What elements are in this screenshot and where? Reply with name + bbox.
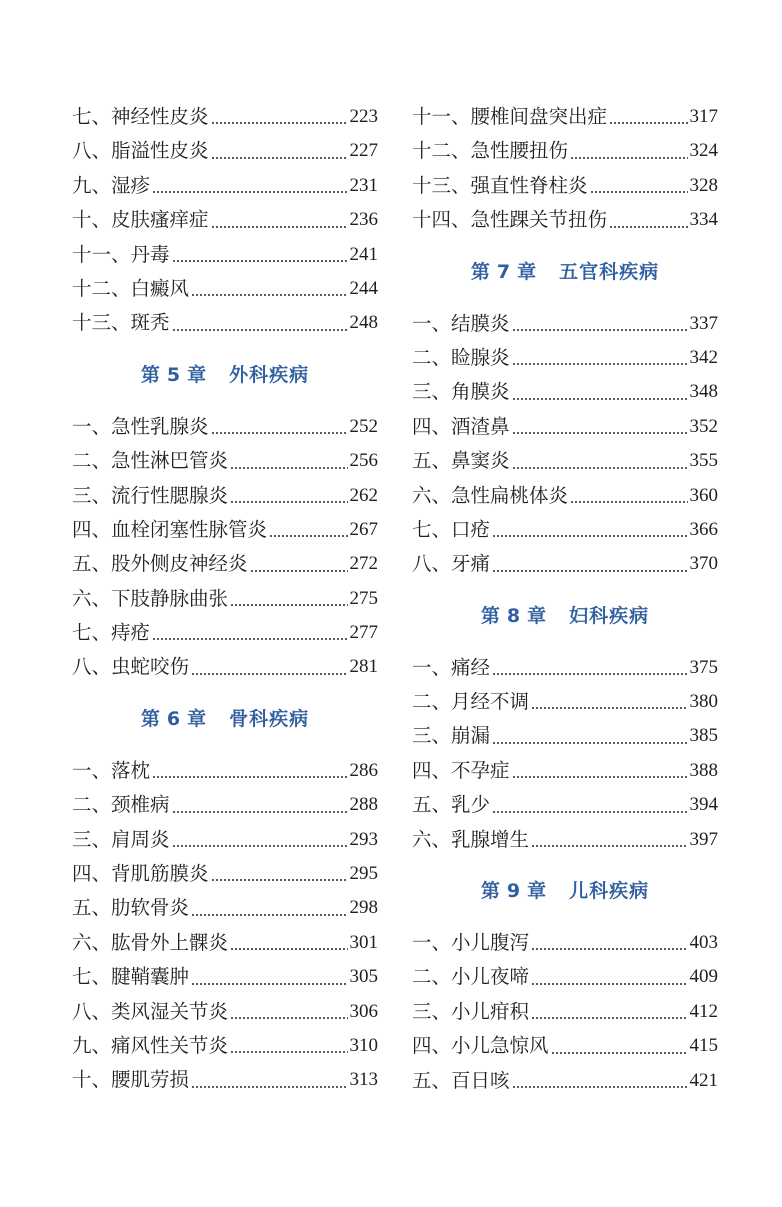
chapter-heading-8[interactable] <box>412 582 718 651</box>
entry-title: 十、腰肌劳损 <box>72 1068 190 1092</box>
entry-page-number: 421 <box>689 1069 718 1091</box>
dot-leader <box>512 355 688 366</box>
toc-entry[interactable] <box>72 513 378 547</box>
chapter-heading-6[interactable] <box>72 685 378 754</box>
toc-entry[interactable] <box>412 341 718 375</box>
dot-leader <box>531 837 687 848</box>
entry-title: 五、乳少 <box>412 793 491 817</box>
dot-leader <box>230 940 347 951</box>
dot-leader <box>590 183 688 194</box>
chapter-title: 儿科疾病 <box>569 880 650 903</box>
entry-page-number: 248 <box>349 312 378 334</box>
entry-page-number: 313 <box>349 1069 378 1091</box>
toc-entry[interactable] <box>72 582 378 616</box>
entry-page-number: 310 <box>349 1034 378 1056</box>
entry-title: 十三、斑秃 <box>72 311 170 335</box>
entry-page-number: 281 <box>349 656 378 678</box>
dot-leader <box>531 699 687 710</box>
toc-entry[interactable] <box>412 788 718 822</box>
chapter-title: 妇科疾病 <box>569 604 650 627</box>
entry-title: 十三、强直性脊柱炎 <box>412 173 588 197</box>
dot-leader <box>191 906 347 917</box>
entry-page-number: 295 <box>349 863 378 885</box>
entry-page-number: 223 <box>349 105 378 127</box>
entry-title: 六、下肢静脉曲张 <box>72 586 229 610</box>
dot-leader <box>250 562 348 573</box>
entry-group <box>412 100 718 238</box>
entry-title: 一、落枕 <box>72 758 151 782</box>
toc-entry[interactable] <box>72 100 378 134</box>
dot-leader <box>211 871 348 882</box>
entry-page-number: 352 <box>689 415 718 437</box>
toc-entry[interactable] <box>72 1063 378 1097</box>
entry-page-number: 256 <box>349 450 378 472</box>
entry-page-number: 298 <box>349 897 378 919</box>
toc-entry[interactable] <box>72 823 378 857</box>
entry-page-number: 334 <box>689 209 718 231</box>
entry-title: 二、小儿夜啼 <box>412 965 530 989</box>
toc-entry[interactable] <box>72 788 378 822</box>
dot-leader <box>512 459 688 470</box>
entry-title: 五、鼻窦炎 <box>412 449 510 473</box>
dot-leader <box>512 424 688 435</box>
entry-title: 七、痔疮 <box>72 621 151 645</box>
entry-group <box>412 307 718 582</box>
toc-entry[interactable] <box>72 272 378 306</box>
entry-page-number: 380 <box>689 691 718 713</box>
entry-title: 八、牙痛 <box>412 552 491 576</box>
dot-leader <box>152 768 347 779</box>
chapter-suffix: 章 <box>187 363 208 386</box>
entry-group <box>412 926 718 1098</box>
toc-entry[interactable] <box>72 479 378 513</box>
dot-leader <box>230 1009 347 1020</box>
entry-group <box>72 754 378 1098</box>
dot-leader <box>531 1009 687 1020</box>
toc-entry[interactable] <box>412 169 718 203</box>
entry-title: 四、不孕症 <box>412 758 510 782</box>
entry-title: 五、肋软骨炎 <box>72 896 190 920</box>
toc-entry[interactable] <box>412 1029 718 1063</box>
toc-column-left <box>72 100 378 1098</box>
entry-page-number: 227 <box>349 140 378 162</box>
entry-title: 八、虫蛇咬伤 <box>72 655 190 679</box>
entry-page-number: 236 <box>349 209 378 231</box>
entry-title: 八、类风湿关节炎 <box>72 999 229 1023</box>
entry-title: 四、酒渣鼻 <box>412 414 510 438</box>
toc-entry[interactable] <box>72 650 378 684</box>
toc-entry[interactable] <box>72 410 378 444</box>
entry-title: 五、股外侧皮神经炎 <box>72 552 248 576</box>
dot-leader <box>269 527 347 538</box>
toc-entry[interactable] <box>412 513 718 547</box>
entry-page-number: 277 <box>349 622 378 644</box>
toc-entry[interactable] <box>412 685 718 719</box>
entry-page-number: 370 <box>689 553 718 575</box>
toc-entry[interactable] <box>412 100 718 134</box>
chapter-number: 9 <box>506 880 522 903</box>
toc-entry[interactable] <box>412 823 718 857</box>
dot-leader <box>191 1078 347 1089</box>
dot-leader <box>230 1043 347 1054</box>
entry-title: 十一、腰椎间盘突出症 <box>412 104 608 128</box>
dot-leader <box>211 114 348 125</box>
dot-leader <box>492 562 687 573</box>
entry-page-number: 366 <box>689 518 718 540</box>
dot-leader <box>172 252 348 263</box>
toc-entry[interactable] <box>72 960 378 994</box>
entry-title: 三、肩周炎 <box>72 827 170 851</box>
dot-leader <box>492 665 687 676</box>
entry-title: 九、痛风性关节炎 <box>72 1033 229 1057</box>
chapter-suffix: 章 <box>517 260 538 283</box>
toc-entry[interactable] <box>412 307 718 341</box>
entry-title: 十四、急性踝关节扭伤 <box>412 208 608 232</box>
entry-title: 一、结膜炎 <box>412 311 510 335</box>
entry-page-number: 415 <box>689 1035 718 1057</box>
dot-leader <box>191 665 347 676</box>
toc-entry[interactable] <box>412 960 718 994</box>
entry-page-number: 324 <box>689 140 718 162</box>
chapter-number: 5 <box>166 363 182 386</box>
entry-title: 二、睑腺炎 <box>412 345 510 369</box>
chapter-prefix: 第 <box>470 260 491 283</box>
toc-entry[interactable] <box>72 754 378 788</box>
toc-entry[interactable] <box>72 306 378 340</box>
entry-page-number: 262 <box>349 484 378 506</box>
entry-title: 二、急性淋巴管炎 <box>72 449 229 473</box>
entry-title: 七、口疮 <box>412 517 491 541</box>
toc-entry[interactable] <box>72 547 378 581</box>
entry-page-number: 375 <box>689 656 718 678</box>
toc-entry[interactable] <box>412 444 718 478</box>
dot-leader <box>531 975 687 986</box>
entry-page-number: 241 <box>349 243 378 265</box>
entry-page-number: 305 <box>349 966 378 988</box>
entry-title: 四、血栓闭塞性脉管炎 <box>72 517 268 541</box>
toc-entry[interactable] <box>72 238 378 272</box>
entry-page-number: 348 <box>689 381 718 403</box>
entry-page-number: 275 <box>349 587 378 609</box>
entry-page-number: 328 <box>689 174 718 196</box>
toc-entry[interactable] <box>412 547 718 581</box>
entry-page-number: 385 <box>689 725 718 747</box>
entry-title: 六、急性扁桃体炎 <box>412 483 569 507</box>
entry-page-number: 301 <box>349 931 378 953</box>
entry-title: 五、百日咳 <box>412 1068 510 1092</box>
dot-leader <box>531 940 687 951</box>
entry-group <box>412 651 718 857</box>
entry-page-number: 360 <box>689 484 718 506</box>
dot-leader <box>230 459 347 470</box>
dot-leader <box>512 321 688 332</box>
toc-entry[interactable] <box>412 1064 718 1098</box>
entry-page-number: 244 <box>349 277 378 299</box>
entry-title: 九、湿疹 <box>72 173 151 197</box>
dot-leader <box>512 1078 688 1089</box>
dot-leader <box>492 734 687 745</box>
toc-entry[interactable] <box>72 995 378 1029</box>
dot-leader <box>152 183 347 194</box>
toc-entry[interactable] <box>412 995 718 1029</box>
toc-entry[interactable] <box>412 410 718 444</box>
entry-title: 一、小儿腹泻 <box>412 931 530 955</box>
dot-leader <box>172 321 348 332</box>
entry-page-number: 288 <box>349 794 378 816</box>
dot-leader <box>512 768 688 779</box>
entry-title: 十一、丹毒 <box>72 242 170 266</box>
chapter-title: 五官科疾病 <box>559 260 660 283</box>
dot-leader <box>152 630 347 641</box>
entry-title: 十二、白癜风 <box>72 276 190 300</box>
chapter-prefix: 第 <box>140 707 161 730</box>
toc-entry[interactable] <box>412 719 718 753</box>
entry-title: 六、肱骨外上髁炎 <box>72 930 229 954</box>
toc-entry[interactable] <box>72 134 378 168</box>
dot-leader <box>609 218 687 229</box>
entry-page-number: 267 <box>349 518 378 540</box>
entry-title: 四、背肌筋膜炎 <box>72 862 209 886</box>
entry-title: 三、流行性腮腺炎 <box>72 483 229 507</box>
entry-title: 七、腱鞘囊肿 <box>72 965 190 989</box>
dot-leader <box>230 493 347 504</box>
entry-page-number: 388 <box>689 759 718 781</box>
entry-title: 七、神经性皮炎 <box>72 104 209 128</box>
entry-title: 三、角膜炎 <box>412 380 510 404</box>
toc-entry[interactable] <box>72 857 378 891</box>
dot-leader <box>172 803 348 814</box>
entry-title: 二、月经不调 <box>412 690 530 714</box>
chapter-number: 6 <box>166 707 182 730</box>
dot-leader <box>172 837 348 848</box>
toc-entry[interactable] <box>412 375 718 409</box>
toc-entry[interactable] <box>72 926 378 960</box>
dot-leader <box>191 286 347 297</box>
entry-title: 六、乳腺增生 <box>412 827 530 851</box>
toc-entry[interactable] <box>412 651 718 685</box>
entry-page-number: 403 <box>689 932 718 954</box>
entry-page-number: 286 <box>349 759 378 781</box>
entry-group <box>72 100 378 341</box>
dot-leader <box>211 149 348 160</box>
entry-group <box>72 410 378 685</box>
entry-title: 一、痛经 <box>412 655 491 679</box>
dot-leader <box>609 114 687 125</box>
toc-column-right <box>412 100 718 1098</box>
toc-entry[interactable] <box>72 169 378 203</box>
toc-entry[interactable] <box>412 479 718 513</box>
dot-leader <box>551 1044 688 1055</box>
chapter-suffix: 章 <box>187 707 208 730</box>
entry-page-number: 337 <box>689 312 718 334</box>
entry-title: 十、皮肤瘙痒症 <box>72 208 209 232</box>
dot-leader <box>230 596 347 607</box>
entry-page-number: 306 <box>349 1000 378 1022</box>
entry-title: 三、小儿疳积 <box>412 999 530 1023</box>
toc-entry[interactable] <box>412 754 718 788</box>
entry-title: 十二、急性腰扭伤 <box>412 139 569 163</box>
chapter-title: 骨科疾病 <box>229 707 310 730</box>
chapter-number: 8 <box>506 604 522 627</box>
chapter-suffix: 章 <box>527 880 548 903</box>
entry-page-number: 355 <box>689 450 718 472</box>
chapter-prefix: 第 <box>140 363 161 386</box>
entry-page-number: 412 <box>689 1000 718 1022</box>
toc-entry[interactable] <box>72 891 378 925</box>
chapter-suffix: 章 <box>527 604 548 627</box>
dot-leader <box>191 975 347 986</box>
chapter-heading-9[interactable] <box>412 857 718 926</box>
entry-page-number: 397 <box>689 828 718 850</box>
entry-title: 八、脂溢性皮炎 <box>72 139 209 163</box>
entry-title: 三、崩漏 <box>412 724 491 748</box>
entry-page-number: 342 <box>689 346 718 368</box>
chapter-prefix: 第 <box>480 880 501 903</box>
chapter-title: 外科疾病 <box>229 363 310 386</box>
toc-entry[interactable] <box>72 203 378 237</box>
entry-title: 二、颈椎病 <box>72 793 170 817</box>
toc-entry[interactable] <box>72 1029 378 1063</box>
entry-page-number: 231 <box>349 174 378 196</box>
entry-title: 一、急性乳腺炎 <box>72 414 209 438</box>
entry-page-number: 272 <box>349 553 378 575</box>
dot-leader <box>512 390 688 401</box>
toc-entry[interactable] <box>412 134 718 168</box>
entry-title: 四、小儿急惊风 <box>412 1034 549 1058</box>
chapter-heading-7[interactable] <box>412 238 718 307</box>
entry-page-number: 252 <box>349 415 378 437</box>
entry-page-number: 317 <box>689 105 718 127</box>
chapter-heading-5[interactable] <box>72 341 378 410</box>
dot-leader <box>492 527 687 538</box>
dot-leader <box>492 803 687 814</box>
dot-leader <box>570 149 687 160</box>
toc-entry[interactable] <box>412 926 718 960</box>
toc-entry[interactable] <box>412 203 718 237</box>
toc-entry[interactable] <box>72 444 378 478</box>
toc-entry[interactable] <box>72 616 378 650</box>
dot-leader <box>211 218 348 229</box>
entry-page-number: 409 <box>689 966 718 988</box>
entry-page-number: 293 <box>349 828 378 850</box>
chapter-number: 7 <box>496 260 512 283</box>
entry-page-number: 394 <box>689 794 718 816</box>
dot-leader <box>570 493 687 504</box>
dot-leader <box>211 424 348 435</box>
chapter-prefix: 第 <box>480 604 501 627</box>
